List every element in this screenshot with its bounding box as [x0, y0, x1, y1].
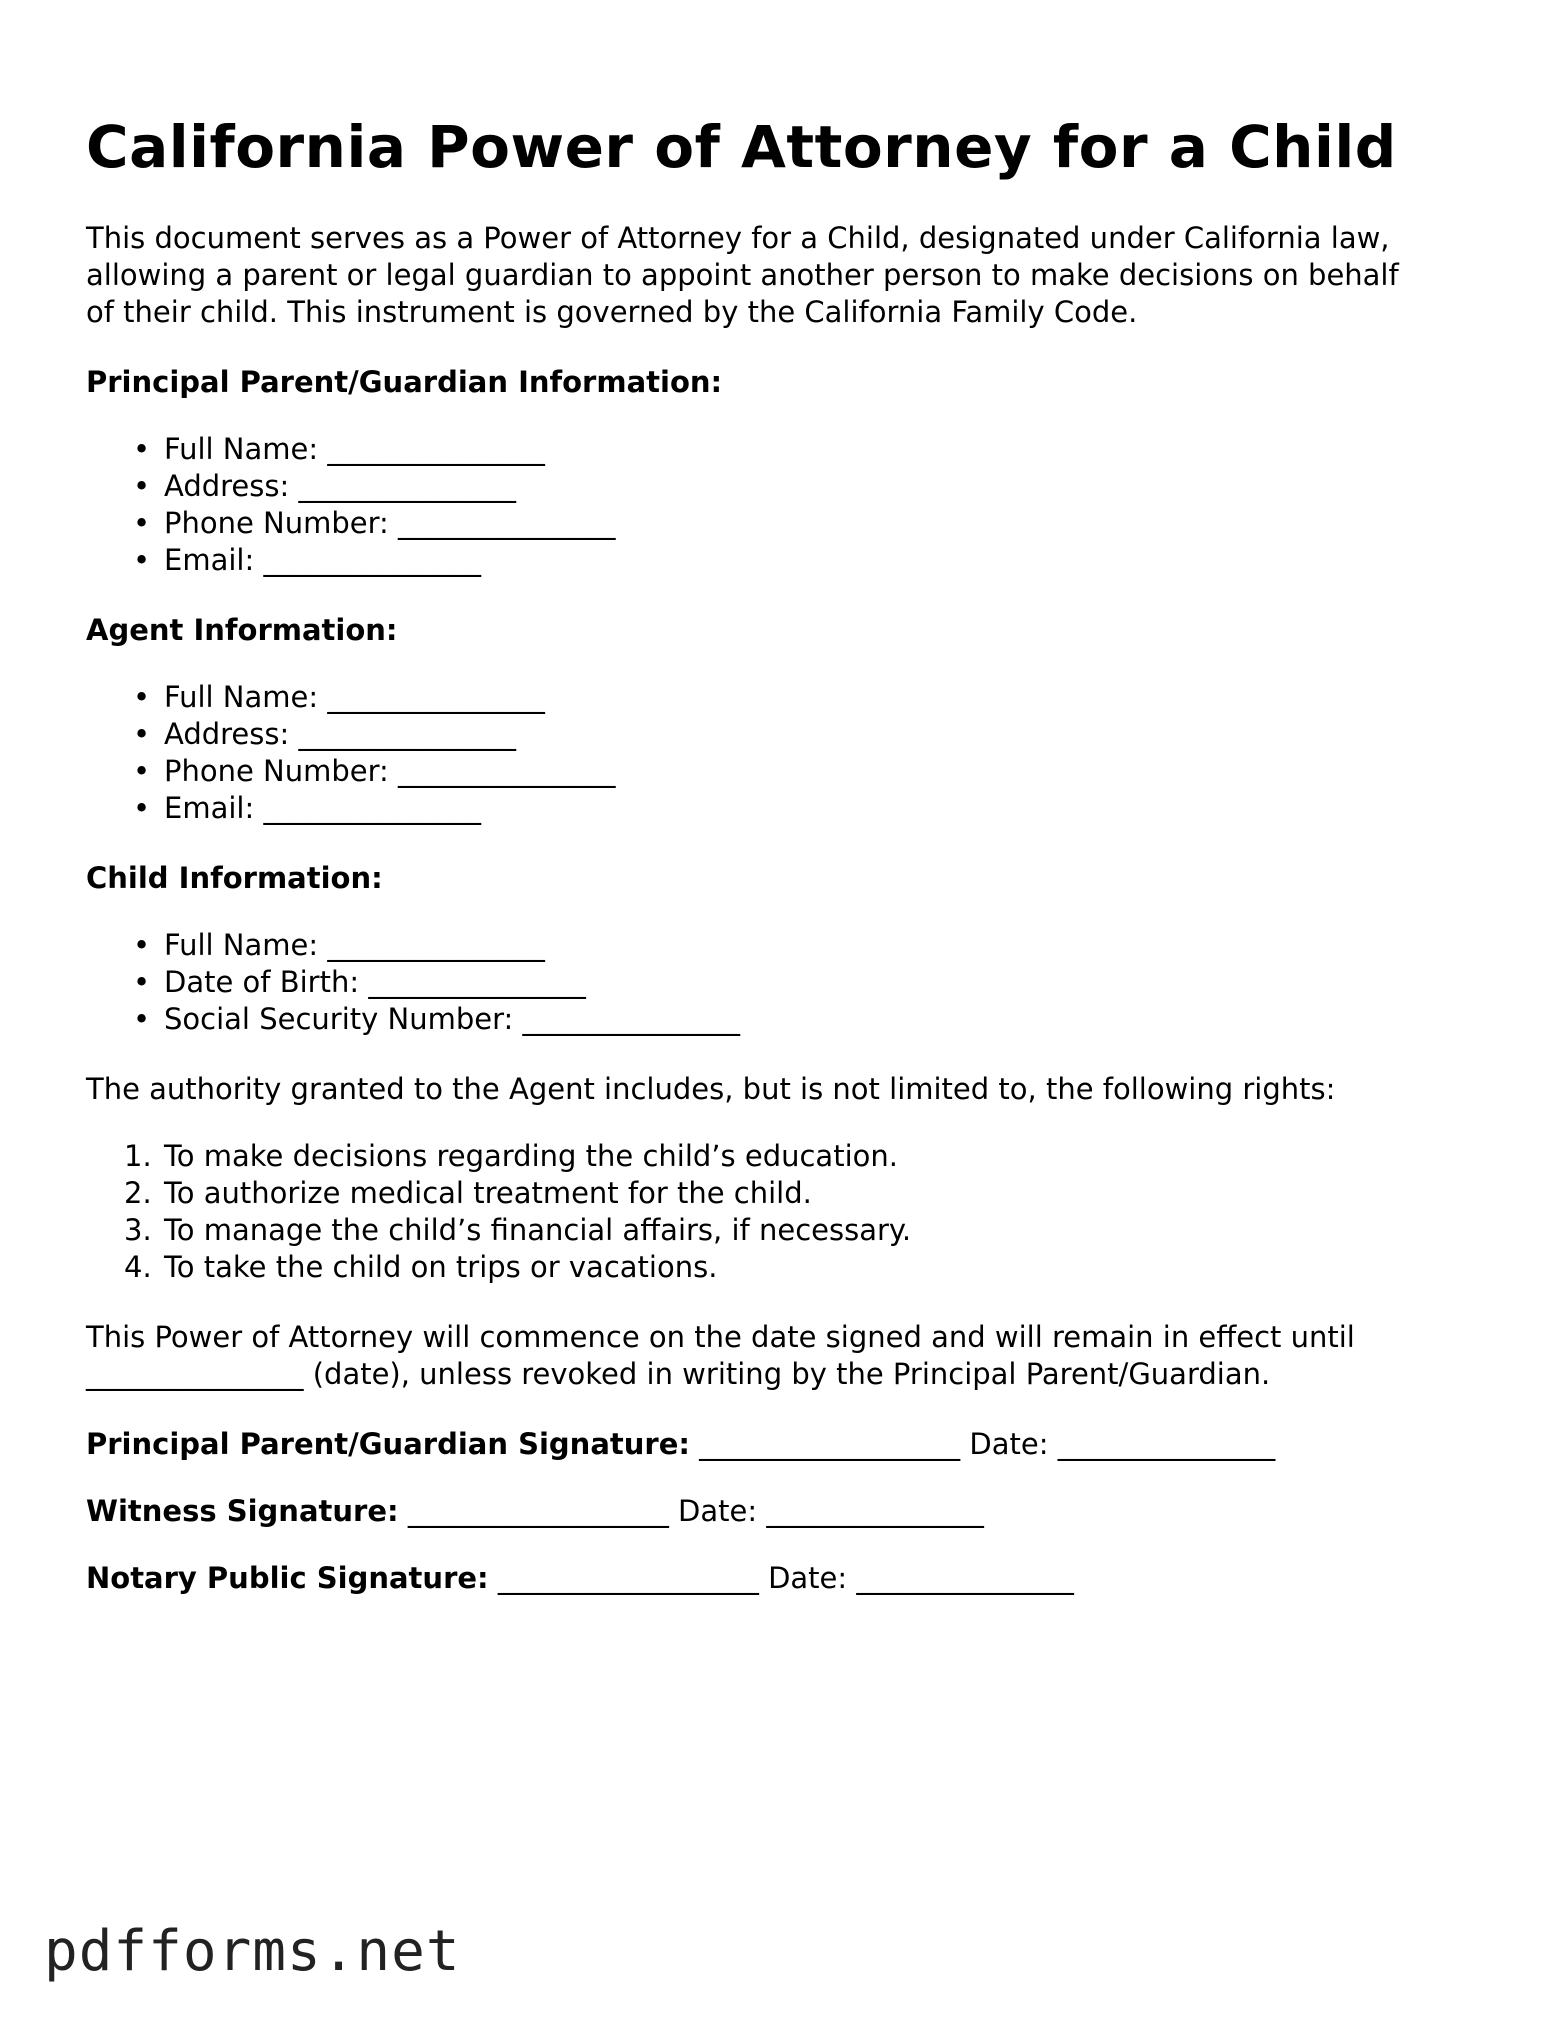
agent-email-field: Email: _______________ [164, 791, 481, 825]
list-item [124, 1138, 1486, 1175]
list-item [133, 716, 1486, 753]
bullet-icon: • [133, 469, 151, 503]
intro-line: This document serves as a Power of Attorney for a Child, designated under California law, [86, 221, 1390, 255]
principal-phone-field: Phone Number: _______________ [164, 506, 616, 540]
list-item [133, 679, 1486, 716]
signature-blanks: __________________ Date: _______________ [689, 1427, 1276, 1461]
bullet-icon: • [133, 717, 151, 751]
signature-blanks: __________________ Date: _______________ [398, 1494, 984, 1528]
right-text: To authorize medical treatment for the child. [164, 1176, 812, 1210]
list-item [124, 1249, 1486, 1286]
list-item [133, 1001, 1486, 1038]
list-item [133, 927, 1486, 964]
intro-paragraph [86, 220, 1486, 331]
notary-signature-line [86, 1560, 1486, 1597]
agent-address-field: Address: _______________ [164, 717, 516, 751]
list-item [133, 431, 1486, 468]
principal-email-field: Email: _______________ [164, 543, 481, 577]
principal-fields-list [86, 431, 1486, 579]
child-fields-list [86, 927, 1486, 1038]
child-dob-field: Date of Birth: _______________ [164, 965, 586, 999]
list-item [124, 1212, 1486, 1249]
document-title: California Power of Attorney for a Child [86, 113, 1397, 181]
bullet-icon: • [133, 432, 151, 466]
list-item [124, 1175, 1486, 1212]
list-number: 3. [124, 1213, 152, 1247]
intro-line: of their child. This instrument is governed by the California Family Code. [86, 295, 1138, 329]
bullet-icon: • [133, 754, 151, 788]
witness-signature-line [86, 1493, 1486, 1530]
document-page [86, 104, 1486, 1597]
principal-signature-line [86, 1426, 1486, 1463]
intro-line: allowing a parent or legal guardian to appoint another person to make decisions on behalf [86, 258, 1399, 292]
bullet-icon: • [133, 680, 151, 714]
authority-lead: The authority granted to the Agent includes, but is not limited to, the following rights: [86, 1072, 1336, 1106]
watermark: pdfforms.net [44, 1919, 461, 1984]
agent-full-name-field: Full Name: _______________ [164, 680, 545, 714]
bullet-icon: • [133, 928, 151, 962]
rights-list [86, 1138, 1486, 1286]
term-paragraph [86, 1319, 1486, 1393]
signature-blanks: __________________ Date: _______________ [488, 1561, 1074, 1595]
bullet-icon: • [133, 1002, 151, 1036]
child-ssn-field: Social Security Number: _______________ [164, 1002, 740, 1036]
principal-full-name-field: Full Name: _______________ [164, 432, 545, 466]
list-item [133, 964, 1486, 1001]
bullet-icon: • [133, 506, 151, 540]
list-item [133, 468, 1486, 505]
principal-address-field: Address: _______________ [164, 469, 516, 503]
child-full-name-field: Full Name: _______________ [164, 928, 545, 962]
term-line: This Power of Attorney will commence on the date signed and will remain in effect until [86, 1320, 1355, 1354]
right-text: To manage the child’s financial affairs, if necessary. [164, 1213, 912, 1247]
right-text: To take the child on trips or vacations. [164, 1250, 718, 1284]
bullet-icon: • [133, 965, 151, 999]
list-item [133, 542, 1486, 579]
agent-heading: Agent Information: [86, 613, 398, 647]
list-number: 4. [124, 1250, 152, 1284]
term-line: _______________ (date), unless revoked in writing by the Principal Parent/Guardian. [86, 1357, 1271, 1391]
child-heading: Child Information: [86, 861, 383, 895]
signature-label: Witness Signature: [86, 1494, 399, 1528]
agent-phone-field: Phone Number: _______________ [164, 754, 616, 788]
signature-label: Notary Public Signature: [86, 1561, 489, 1595]
list-item [133, 790, 1486, 827]
bullet-icon: • [133, 791, 151, 825]
signature-block [86, 1426, 1486, 1597]
agent-fields-list [86, 679, 1486, 827]
signature-label: Principal Parent/Guardian Signature: [86, 1427, 690, 1461]
list-number: 1. [124, 1139, 152, 1173]
bullet-icon: • [133, 543, 151, 577]
list-item [133, 753, 1486, 790]
right-text: To make decisions regarding the child’s education. [164, 1139, 898, 1173]
principal-heading: Principal Parent/Guardian Information: [86, 365, 723, 399]
list-number: 2. [124, 1176, 152, 1210]
list-item [133, 505, 1486, 542]
